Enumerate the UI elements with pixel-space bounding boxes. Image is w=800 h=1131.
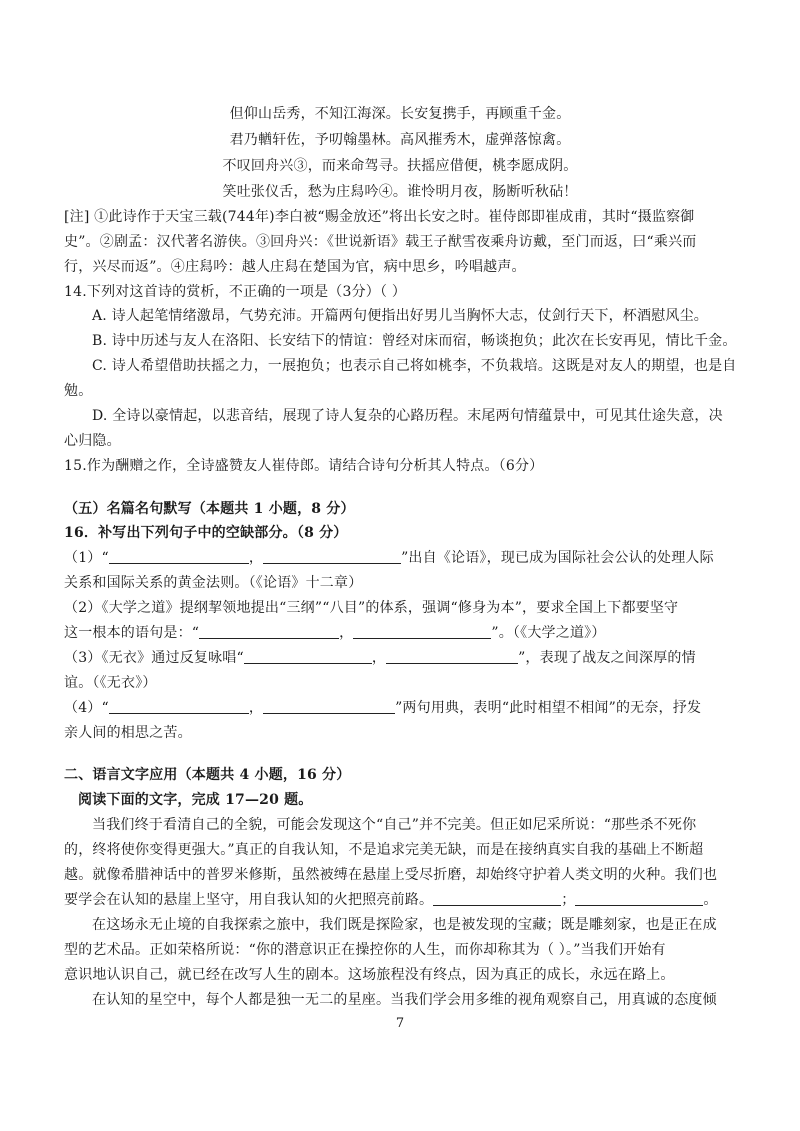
- reading-instruction: 阅读下面的文字，完成 17—20 题。: [78, 792, 313, 808]
- passage-p1-line-4-text: 要学会在认知的悬崖上坚守，用自我认知的火把照亮前路。: [64, 892, 434, 908]
- answer-blank[interactable]: [263, 699, 395, 714]
- answer-blank[interactable]: [263, 549, 401, 564]
- q14-option-d-line-2: 心归隐。: [64, 433, 121, 449]
- poem-line-3: 不叹回舟兴③，而来命驾寻。扶摇应借便，桃李愿成阴。: [222, 158, 578, 174]
- q16-4-prefix: （4）“: [64, 700, 109, 716]
- question-16: 16．补写出下列句子中的空缺部分。（8 分）: [64, 525, 348, 541]
- comma: ，: [248, 550, 264, 566]
- passage-p1-line-3: 越。就像希腊神话中的普罗米修斯，虽然被缚在悬崖上受尽折磨，却始终守护着人类文明的火种。我们也: [64, 867, 718, 883]
- poem-line-1: 但仰山岳秀，不知江海深。长安复携手，再顾重千金。: [229, 106, 571, 122]
- q14-option-d-line-1: D. 全诗以豪情起，以悲音结，展现了诗人复杂的心路历程。末尾两句情蕴景中，可见其仕途失意，决: [92, 408, 723, 424]
- poem-line-4: 笑吐张仪舌，愁为庄舄吟④。谁怜明月夜，肠断听秋砧！: [222, 184, 578, 200]
- q16-item-4-line-1: [64, 698, 716, 718]
- q16-item-2-line-2: [64, 623, 716, 643]
- passage-p2-line-3: 意识地认识自己，就已经在改写人生的剧本。这场旅程没有终点，因为真正的成长，永远在路上。: [64, 967, 675, 983]
- q14-option-b: B. 诗中历述与友人在洛阳、长安结下的情谊：曾经对床而宿，畅谈抱负；此次在长安再见，情比千金。: [92, 333, 737, 349]
- comma: ，: [339, 625, 354, 641]
- q16-1-suffix: ”出自《论语》，现已成为国际社会公认的处理人际: [401, 550, 714, 566]
- passage-p2-line-2: 型的艺术品。正如荣格所说：“你的潜意识正在操控你的人生，而你却称其为（ ）。”当我们开始有: [64, 942, 666, 958]
- note-line-2: 史”。②剧孟：汉代著名游侠。③回舟兴：《世说新语》载王子猷雪夜乘舟访戴，至门而返，曰“乘兴而: [64, 234, 697, 250]
- passage-p3-line-1: 在认知的星空中，每个人都是独一无二的星座。当我们学会用多维的视角观察自己，用真诚的态度倾: [92, 992, 717, 1008]
- passage-p1-line-4: [64, 890, 716, 910]
- answer-blank[interactable]: [575, 891, 703, 906]
- q14-option-a: A. 诗人起笔情绪激昂，气势充沛。开篇两句便指出好男儿当胸怀大志，仗剑行天下，杯酒慰风尘。: [92, 308, 709, 324]
- q14-option-c-line-2: 勉。: [64, 383, 93, 399]
- q16-4-suffix: ”两句用典，表明“此时相望不相闻”的无奈，抒发: [395, 700, 702, 716]
- passage-p1-line-1: 当我们终于看清自己的全貌，可能会发现这个“自己”并不完美。但正如尼采所说：“那些杀不死你: [92, 817, 697, 833]
- q16-2-suffix: ”。（《大学之道》）: [491, 625, 606, 641]
- page-number: 7: [395, 1016, 405, 1031]
- semicolon: ；: [561, 892, 576, 908]
- answer-blank[interactable]: [353, 624, 491, 639]
- passage-p1-line-2: 的，终将使你变得更强大。”真正的自我认知，不是追求完美无缺，而是在接纳真实自我的基础上不断超: [64, 842, 704, 858]
- q16-1-prefix: （1）“: [64, 550, 109, 566]
- section-2-title: 二、语言文字应用（本题共 4 小题，16 分）: [64, 767, 351, 783]
- q16-3-suffix: ”，表现了战友之间深厚的情: [518, 650, 696, 666]
- answer-blank[interactable]: [244, 649, 372, 664]
- question-15: 15.作为酬赠之作，全诗盛赞友人崔侍郎。请结合诗句分析其人特点。（6分）: [64, 458, 544, 474]
- answer-blank[interactable]: [109, 699, 249, 714]
- q16-item-3-line-2: 谊。（《无衣》）: [64, 675, 157, 691]
- note-line-3: 行，兴尽而返”。④庄舄吟：越人庄舄在楚国为官，病中思乡，吟唱越声。: [64, 259, 526, 275]
- period: 。: [703, 892, 718, 908]
- comma: ，: [248, 700, 264, 716]
- answer-blank[interactable]: [199, 624, 339, 639]
- q16-2-prefix: 这一根本的语句是：“: [64, 625, 200, 641]
- poem-line-2: 君乃輶轩佐，予叨翰墨林。高风摧秀木，虚弹落惊禽。: [229, 132, 571, 148]
- section-5-title: （五）名篇名句默写（本题共 1 小题，8 分）: [64, 501, 355, 517]
- passage-p2-line-1: 在这场永无止境的自我探索之旅中，我们既是探险家，也是被发现的宝藏；既是雕刻家，也是正在成: [92, 917, 717, 933]
- comma: ，: [371, 650, 387, 666]
- q16-item-4-line-2: 亲人间的相思之苦。: [64, 725, 192, 741]
- q16-item-1-line-2: 关系和国际关系的黄金法则。（《论语》十二章）: [64, 575, 363, 591]
- q16-3-prefix: （3）《无衣》通过反复咏唱“: [64, 650, 244, 666]
- note-line-1: [注] ①此诗作于天宝三载(744年)李白被“赐金放还”将出长安之时。崔侍郎即崔成甫，其时“摄监察御: [64, 209, 695, 225]
- question-14-stem: 14.下列对这首诗的赏析，不正确的一项是（3分）（ ）: [64, 284, 407, 300]
- q14-option-c-line-1: C. 诗人希望借助扶摇之力，一展抱负；也表示自己将如桃李，不负栽培。这既是对友人的期望，也是自: [92, 358, 737, 374]
- answer-blank[interactable]: [386, 649, 518, 664]
- q16-item-2-line-1: （2）《大学之道》提纲挈领地提出“三纲”“八目”的体系，强调“修身为本”，要求全国上下都要坚守: [64, 600, 679, 616]
- q16-item-3-line-1: [64, 648, 716, 668]
- answer-blank[interactable]: [109, 549, 249, 564]
- q16-item-1-line-1: [64, 548, 716, 568]
- answer-blank[interactable]: [433, 891, 561, 906]
